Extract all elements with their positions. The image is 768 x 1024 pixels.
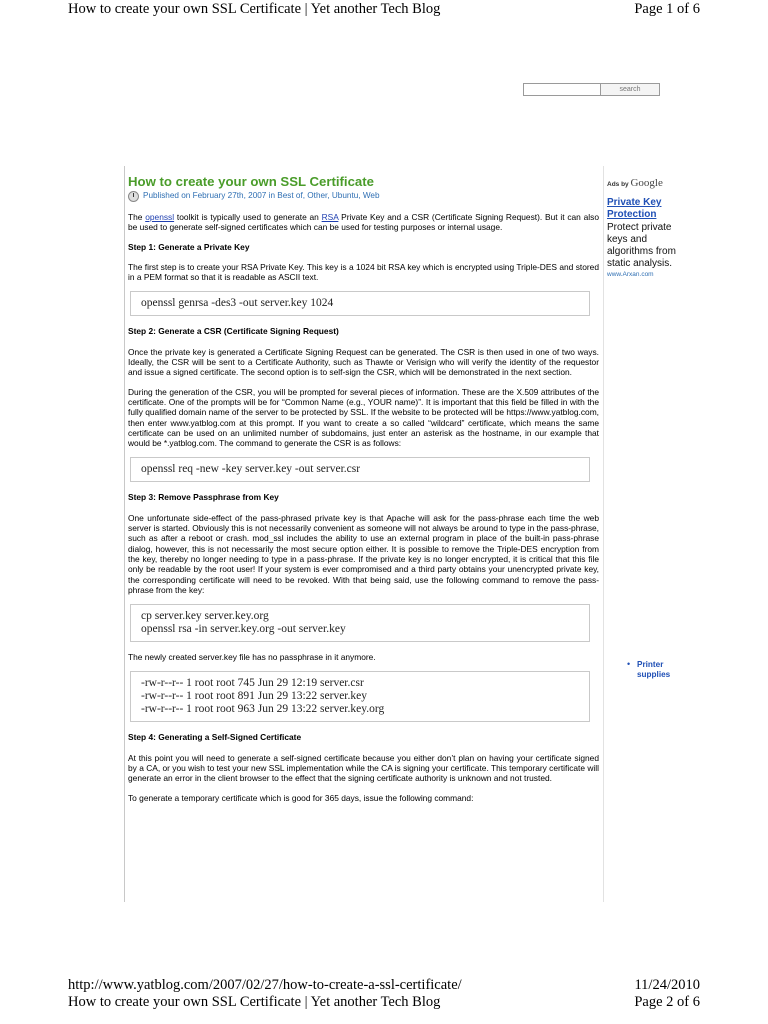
print-footer-date: 11/24/2010 [634,977,700,993]
code-line: -rw-r--r-- 1 root root 891 Jun 29 13:22 server.key [141,690,367,703]
step-2-paragraph-2: During the generation of the CSR, you will be prompted for several pieces of information. These are the X.509 attributes of the certificate. One of the prompts will be for “Common Name (e.g., YOUR name)”. It is important that this field be filled in with the fully qualified domain name of the server to be protected by SSL. If the website to be protected will be https://www.yatblog.com, then enter www.yatblog.com at this prompt. If you want to create a so called “wildcard” certificate, which means the same certificate can be used on an unlimited number of subdomains, just enter an asterisk as the hostname, in our example that would be *.yatblog.com. The command to generate the CSR is as follows: [128,386,599,449]
ads-by-google-label[interactable] [607,177,687,189]
step-3-paragraph: One unfortunate side-effect of the pass-phrased private key is that Apache will ask for the pass-phrase each time the web server is started. Obviously this is not necessarily convenient as someone will not always be around to type in the pass-phrase, such as after a reboot or crash. mod_ssl includes the ability to use an external program in place of the built-in pass-phrase dialog, however, this is not necessarily the most secure option either. It is possible to remove the Triple-DES encryption from the key, thereby no longer needing to type in a pass-phrase. If the private key is no longer encrypted, it is critical that this file only be readable by the root user! If your system is ever compromised and a third party obtains your unencrypted private key, the corresponding certificate will need to be revoked. With that being said, use the following command to remove the pass-phrase from the key: [128,512,599,595]
content-right-border [603,166,604,902]
step-4-paragraph-2: To generate a temporary certificate which is good for 365 days, issue the following command: [128,792,474,803]
print-footer-page: Page 2 of 6 [634,994,700,1010]
print-footer-title: How to create your own SSL Certificate | Yet another Tech Blog [68,994,441,1010]
post-meta [128,191,599,202]
code-line: openssl rsa -in server.key.org -out server.key [141,623,346,636]
print-header-page: Page 1 of 6 [634,1,700,17]
ad-text[interactable]: Protect private keys and algorithms from static analysis. [607,221,676,270]
printer-supplies-link[interactable]: Printer supplies [637,660,671,679]
post-content [128,174,599,812]
google-logo: Google [630,177,663,189]
ads-sidebar [607,177,687,278]
ads-by-text: Ads by [607,181,629,188]
intro-text-a: The [128,212,146,222]
post-title[interactable]: How to create your own SSL Certificate [128,174,374,189]
intro-text-b: toolkit is typically used to generate an [174,212,322,222]
code-line: cp server.key server.key.org [141,610,269,623]
step-4-paragraph: At this point you will need to generate a self-signed certificate because you either don’t plan on having your certificate signed by a CA, or you wish to test your new SSL implementation while the CA is signing your certificate. This temporary certificate will generate an error in the client browser to the effect that the signing certificate authority is unknown and not trusted. [128,752,599,784]
search-button[interactable]: search [600,83,660,96]
step-3-heading: Step 3: Remove Passphrase from Key [128,492,279,503]
step-1-paragraph: The first step is to create your RSA Private Key. This key is a 1024 bit RSA key which is encrypted using Triple-DES and stored in a PEM format so that it is readable as ASCII text. [128,261,599,283]
newkey-paragraph: The newly created server.key file has no passphrase in it anymore. [128,652,376,663]
ad-url[interactable]: www.Arxan.com [607,270,654,278]
rsa-link[interactable]: RSA [321,212,339,222]
step-4-heading: Step 4: Generating a Self-Signed Certificate [128,732,302,743]
step-2-paragraph-1: Once the private key is generated a Certificate Signing Request can be generated. The CSR is then used in one of two ways. Ideally, the CSR will be sent to a Certificate Authority, such as Thawte or Verisign who will verify the identity of the requestor and issue a signed certificate. The second option is to self-sign the CSR, which will be demonstrated in the next section. [128,346,599,378]
intro-text-c: Private Key and a CSR (Certificate Signing Request). But it can also be used to generate self-signed certificates which can be used for testing purposes or internal usage. [128,212,599,233]
ad-title-link[interactable]: Private Key Protection [607,197,662,221]
content-left-border [124,166,125,902]
post-meta-text: Published on February 27th, 2007 in Best of, Other, Ubuntu, Web [143,191,380,201]
print-footer-url: http://www.yatblog.com/2007/02/27/how-to-create-a-ssl-certificate/ [68,977,462,993]
code-block-3 [130,604,590,642]
intro-paragraph [128,212,599,233]
openssl-link[interactable]: openssl [145,212,175,222]
clock-icon [128,191,139,202]
step-2-heading: Step 2: Generate a CSR (Certificate Signing Request) [128,326,339,337]
step-1-heading: Step 1: Generate a Private Key [128,241,250,252]
code-line: -rw-r--r-- 1 root root 745 Jun 29 12:19 server.csr [141,677,364,690]
code-block-1: openssl genrsa -des3 -out server.key 1024 [130,291,590,316]
code-block-2: openssl req -new -key server.key -out server.csr [130,457,590,482]
code-line: -rw-r--r-- 1 root root 963 Jun 29 13:22 server.key.org [141,703,385,716]
print-header-title: How to create your own SSL Certificate | Yet another Tech Blog [68,1,441,17]
search-input[interactable] [523,83,601,96]
bullet-icon: • [627,659,631,669]
code-block-4 [130,671,590,722]
